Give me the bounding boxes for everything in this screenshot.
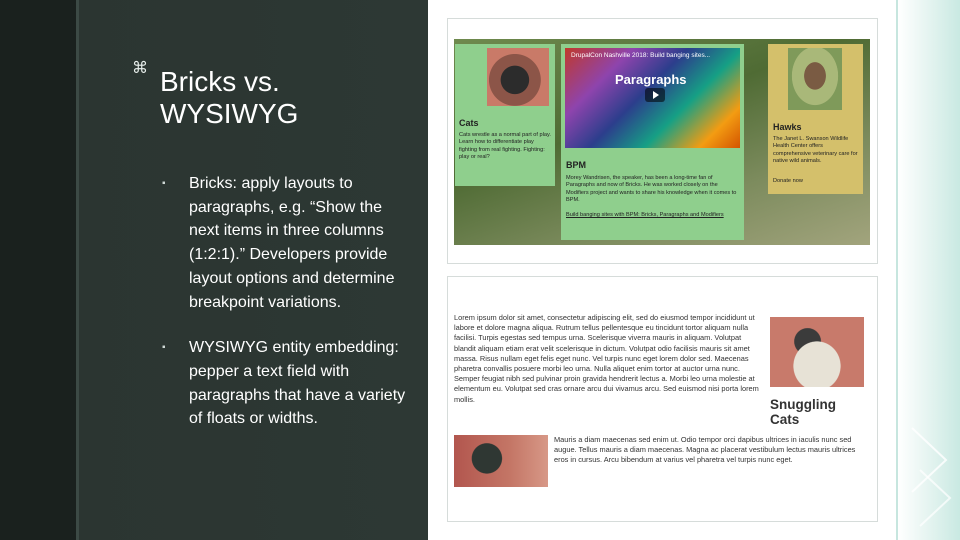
video-title: DrupalCon Nashville 2018: Build banging sites... — [571, 52, 711, 59]
bullet-item — [162, 336, 408, 431]
body-paragraph-2: Mauris a diam maecenas sed enim ut. Odio tempor orci dapibus ultrices in iaculis nunc sed augue. Tellus mauris a diam maecenas. Magna ac placerat vestibulum lectus mauris ultrices eros in cursus. Arcu bibendum at varius vel pharetra vel turpis nunc eget. — [554, 435, 856, 465]
snuggling-cats-photo — [770, 317, 864, 387]
hawk-photo — [788, 48, 842, 110]
hawks-text: The Janet L. Swanson Wildlife Health Center offers comprehensive veterinary care for native wild animals. — [773, 136, 858, 165]
video-brand: Paragraphs — [615, 72, 687, 87]
body-paragraph-1: Lorem ipsum dolor sit amet, consectetur adipiscing elit, sed do eiusmod tempor incididunt ut labore et dolore magna aliqua. Rutrum tellus pellentesque eu tincidunt tortor aliquam nulla facilisi. Turpis egestas sed tempus urna. Scelerisque viverra mauris in aliquam. Volutpat blandit aliquam etiam erat velit scelerisque in dictum. Volutpat odio facilisis mauris sit amet massa. Risus nullam eget felis eget nunc. Vel turpis nunc eget lorem dolor sed. Maecenas pharetra convallis posuere morbi leo urna. Nulla aliquet enim tortor at auctor urna nunc. Semper feugiat nibh sed pulvinar proin gravida hendrerit lectus a. Morbi leo urna molestie at elementum eu. Volutpat sed cras ornare arcu dui vivamus arcu. Sed euismod nisi porta lorem mollis. — [454, 313, 759, 404]
bpm-text: Morey Wandrisen, the speaker, has been a long-time fan of Paragraphs and now of Bricks. He was worked closely on the Modifiers project and wants to share his knowledge when it comes to BPM. — [566, 175, 737, 204]
cats-text: Cats wrestle as a normal part of play. Learn how to differentiate play fighting from real fighting. Fighting: play or real? — [459, 132, 551, 161]
hawks-donate-link[interactable]: Donate now — [773, 178, 803, 184]
slide-title-line-2: WYSIWYG — [160, 98, 299, 129]
command-icon: ⌘ — [132, 60, 148, 77]
slide-title — [160, 66, 410, 130]
chevron-decoration-icon — [906, 420, 954, 530]
left-stripe — [76, 0, 79, 540]
hawks-card — [768, 44, 863, 194]
cats-card — [455, 44, 555, 186]
cat-floated-photo — [454, 435, 548, 487]
bullet-text: Bricks: apply layouts to paragraphs, e.g. “Show the next items in three columns (1:2:1).” Developers provide layout options and determine breakpoint variations. — [189, 175, 395, 311]
bullet-text: WYSIWYG entity embedding: pepper a text field with paragraphs that have a variety of floats or widths. — [189, 339, 406, 428]
hawks-heading: Hawks — [773, 122, 802, 132]
wysiwyg-screenshot — [447, 276, 878, 522]
bricks-screenshot — [447, 18, 878, 264]
video-thumbnail[interactable] — [565, 48, 740, 148]
bpm-heading: BPM — [566, 160, 586, 170]
bullet-list — [162, 172, 408, 453]
bullet-item — [162, 172, 408, 314]
bullet-square-icon: ▪ — [162, 342, 166, 354]
cats-heading: Cats — [459, 118, 479, 128]
bullet-square-icon: ▪ — [162, 178, 166, 189]
snuggling-cats-title: Snuggling Cats — [770, 397, 836, 427]
bpm-link[interactable]: Build banging sites with BPM: Bricks, Paragraphs and Modifiers — [566, 212, 724, 218]
slide-title-line-1: Bricks vs. — [160, 66, 280, 97]
bpm-card — [561, 44, 744, 240]
cat-photo — [487, 48, 549, 106]
play-icon[interactable] — [645, 88, 665, 102]
